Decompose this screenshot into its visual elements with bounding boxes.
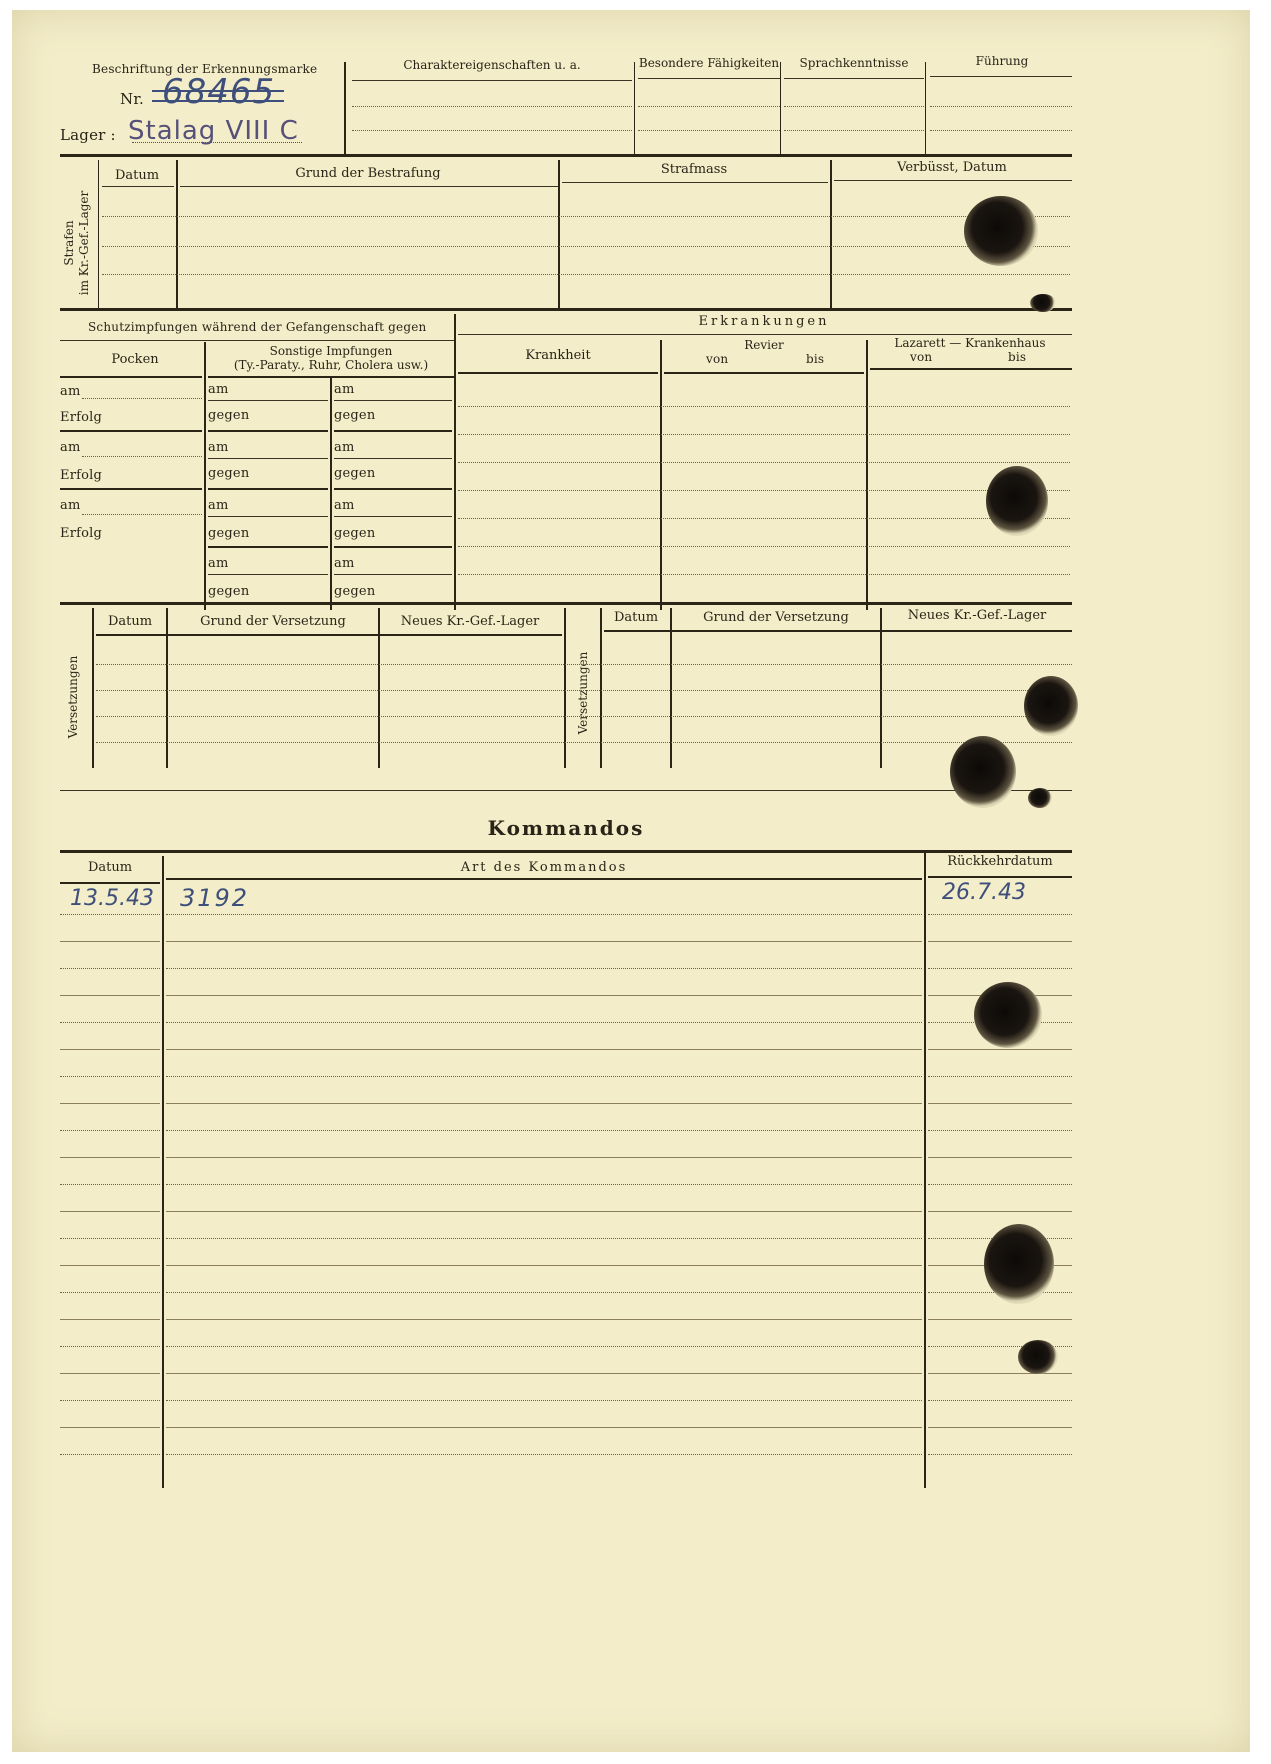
kommandos-row-line	[60, 1346, 160, 1347]
other-rr-1b	[334, 430, 452, 432]
kommandos-row-line	[928, 914, 1072, 915]
illness-v2	[866, 340, 868, 610]
punch-hole	[1030, 294, 1056, 312]
other-am-3b: am	[334, 498, 355, 513]
kommandos-row-line	[166, 1292, 922, 1293]
kommandos-col-type: Art des Kommandos	[460, 860, 628, 875]
skills-divider	[634, 62, 635, 154]
kommandos-row-line	[166, 1049, 922, 1050]
transfer-side-label-1: Versetzungen	[66, 655, 80, 739]
kommandos-row-line	[928, 1184, 1072, 1185]
transfer-v5	[600, 608, 602, 768]
illness-col-illness: Krankheit	[525, 348, 591, 363]
transfer-v2	[166, 608, 168, 768]
kommandos-row-line	[60, 1400, 160, 1401]
other-rr-2b	[334, 488, 452, 490]
col-conduct: Führung	[975, 54, 1029, 68]
illness-head-rule-3	[870, 368, 1072, 370]
lager-value: Stalag VIII C	[128, 116, 299, 146]
kommandos-row-line	[60, 1319, 160, 1320]
illness-col-revier: Revier	[744, 338, 784, 352]
k-head-rule-3	[928, 876, 1072, 878]
transfer-v3	[378, 608, 380, 768]
kommandos-row-line	[60, 941, 160, 942]
kommandos-row-line	[166, 1265, 922, 1266]
kommandos-row-line	[928, 1049, 1072, 1050]
other-r-1a	[208, 400, 328, 401]
transfer-v4	[564, 608, 566, 768]
kommandos-row-line	[60, 1103, 160, 1104]
vacc-v2	[330, 378, 332, 610]
other-am-1b: am	[334, 382, 355, 397]
other-gegen-4a: gegen	[208, 584, 250, 599]
kommandos-row-line	[166, 1400, 922, 1401]
skills-dot-1	[638, 106, 780, 107]
kommandos-row-line	[60, 968, 160, 969]
char-dot-2	[352, 130, 632, 131]
punch-hole	[1018, 1340, 1058, 1374]
char-dot-1	[352, 106, 632, 107]
kommandos-row-line	[166, 1076, 922, 1077]
kommandos-row-line	[928, 1130, 1072, 1131]
kommandos-row-line	[928, 968, 1072, 969]
transfer-head-rule-2	[604, 630, 1072, 632]
punish-v3	[558, 160, 560, 308]
punish-top-rule	[60, 154, 1072, 157]
kommandos-row-line	[928, 1454, 1072, 1455]
tag-label: Beschriftung der Erkennungsmarke	[92, 62, 318, 76]
kommandos-row-line	[928, 941, 1072, 942]
kommandos-v2	[924, 852, 926, 1488]
illness-dot-7	[458, 574, 1070, 575]
punish-side-2: im Kr.-Gef.-Lager	[77, 190, 91, 296]
punish-col-reason: Grund der Bestrafung	[295, 166, 441, 181]
kommandos-row-line	[60, 1130, 160, 1131]
kommandos-row-line	[60, 1076, 160, 1077]
transfer-dot-1	[96, 664, 1072, 665]
illness-v1	[660, 340, 662, 610]
other-r-4a	[208, 574, 328, 575]
vacc-other-2: (Ty.-Paraty., Ruhr, Cholera usw.)	[233, 358, 429, 372]
illness-dot-1	[458, 406, 1070, 407]
other-rr-3b	[334, 546, 452, 548]
kommandos-row-line	[166, 1373, 922, 1374]
lang-rule	[784, 78, 924, 79]
transfer-col-camp-2: Neues Kr.-Gef.-Lager	[907, 608, 1047, 623]
transfer-col-date-1: Datum	[107, 614, 153, 629]
punish-v4	[830, 160, 832, 308]
other-r-4b	[334, 574, 452, 575]
nr-strike	[152, 90, 284, 102]
kommandos-row-line	[166, 1238, 922, 1239]
skills-rule	[638, 78, 780, 79]
vacc-col-pox: Pocken	[111, 352, 159, 367]
kommandos-row-line	[60, 1373, 160, 1374]
kommandos-title: Kommandos	[487, 816, 645, 840]
other-am-4b: am	[334, 556, 355, 571]
punish-served-rule	[834, 180, 1072, 181]
other-am-1a: am	[208, 382, 229, 397]
transfer-dot-2	[96, 690, 1072, 691]
pox-erfolg-1: Erfolg	[60, 410, 103, 425]
kommandos-row-line	[166, 1103, 922, 1104]
punch-hole	[1024, 676, 1078, 736]
kommandos-row-line	[928, 1211, 1072, 1212]
kommandos-row-line	[166, 1211, 922, 1212]
illness-dot-5	[458, 518, 1070, 519]
vacc-top-rule	[60, 308, 1072, 311]
other-gegen-3a: gegen	[208, 526, 250, 541]
transfer-col-date-2: Datum	[613, 610, 659, 625]
other-rr-3a	[208, 546, 328, 548]
transfer-v7	[880, 608, 882, 768]
col-character: Charaktereigenschaften u. a.	[403, 58, 581, 72]
transfer-col-camp-1: Neues Kr.-Gef.-Lager	[400, 614, 540, 629]
kommandos-row-line	[928, 1319, 1072, 1320]
kommandos-row-line	[60, 1427, 160, 1428]
lang-divider	[780, 62, 781, 154]
vacc-other-1: Sonstige Impfungen	[269, 344, 393, 358]
lang-dot-1	[784, 106, 924, 107]
transfer-side-label-2: Versetzungen	[576, 651, 590, 735]
other-r-1b	[334, 400, 452, 401]
kommandos-row-line	[166, 1319, 922, 1320]
col-languages: Sprachkenntnisse	[799, 56, 909, 70]
kommandos-row-line	[166, 1130, 922, 1131]
illness-dot-3	[458, 462, 1070, 463]
kommandos-row-line	[166, 1184, 922, 1185]
lager-label: Lager :	[60, 126, 116, 144]
char-rule	[352, 80, 632, 81]
conduct-dot-1	[930, 106, 1072, 107]
punish-date-rule	[102, 186, 174, 187]
kommandos-row-line	[928, 1400, 1072, 1401]
conduct-divider	[925, 62, 926, 154]
kommandos-row-line	[60, 1238, 160, 1239]
punish-v2	[176, 160, 178, 308]
kommandos-col-return: Rückkehrdatum	[947, 854, 1053, 869]
illness-head-rule-2	[664, 372, 864, 374]
other-gegen-2b: gegen	[334, 466, 376, 481]
nr-value: 68465	[162, 72, 276, 112]
punish-col-measure: Strafmass	[660, 162, 728, 177]
punch-hole	[984, 1224, 1054, 1304]
kommandos-row-line	[166, 968, 922, 969]
kommandos-row-line	[928, 1427, 1072, 1428]
lang-dot-2	[784, 130, 924, 131]
illness-dot-2	[458, 434, 1070, 435]
punish-measure-rule	[562, 182, 828, 183]
other-gegen-3b: gegen	[334, 526, 376, 541]
other-am-3a: am	[208, 498, 229, 513]
other-gegen-2a: gegen	[208, 466, 250, 481]
kommandos-row-line	[166, 995, 922, 996]
k-head-rule-2	[166, 878, 922, 880]
transfer-head-rule-1	[96, 634, 562, 636]
punch-hole	[964, 196, 1038, 266]
kommandos-row-line	[928, 1373, 1072, 1374]
transfer-col-reason-2: Grund der Versetzung	[703, 610, 849, 625]
kommandos-row-line	[928, 1157, 1072, 1158]
k-entry-return: 26.7.43	[942, 880, 1026, 905]
kommandos-row-line	[928, 1103, 1072, 1104]
kommandos-v1	[162, 856, 164, 1488]
vacc-title: Schutzimpfungen während der Gefangenschaft gegen	[88, 320, 427, 334]
kommandos-row-line	[60, 1022, 160, 1023]
revier-bis: bis	[806, 352, 825, 366]
vacc-v1	[204, 342, 206, 610]
other-gegen-4b: gegen	[334, 584, 376, 599]
pox-am-3: am	[60, 498, 81, 513]
kommandos-row-line	[166, 1427, 922, 1428]
skills-dot-2	[638, 130, 780, 131]
illness-col-lazarett: Lazarett — Krankenhaus	[894, 336, 1046, 350]
punch-hole	[974, 982, 1042, 1048]
kommandos-row-line	[60, 1265, 160, 1266]
other-am-2b: am	[334, 440, 355, 455]
other-am-4a: am	[208, 556, 229, 571]
kommandos-row-line	[60, 1157, 160, 1158]
transfer-top-rule	[60, 602, 1072, 605]
kommandos-row-line	[166, 1022, 922, 1023]
illness-head-rule-1	[458, 372, 658, 374]
punish-side-label	[62, 168, 92, 318]
lazarett-bis: bis	[1008, 350, 1027, 364]
other-gegen-1b: gegen	[334, 408, 376, 423]
punish-col-served: Verbüsst, Datum	[897, 160, 1007, 175]
other-gegen-1a: gegen	[208, 408, 250, 423]
pox-erfolg-3: Erfolg	[60, 526, 103, 541]
kommandos-top-rule	[60, 850, 1072, 853]
other-r-2a	[208, 458, 328, 459]
kommandos-row-line	[60, 914, 160, 915]
punch-hole	[1028, 788, 1052, 808]
nr-label: Nr.	[120, 90, 145, 108]
pox-rule-1	[60, 430, 202, 432]
other-rr-1a	[208, 430, 328, 432]
transfer-v6	[670, 608, 672, 768]
other-am-2a: am	[208, 440, 229, 455]
punish-reason-rule	[180, 186, 558, 187]
kommandos-row-line	[166, 1157, 922, 1158]
transfer-v1	[92, 608, 94, 768]
vacc-pox-rule	[60, 376, 202, 378]
punch-hole	[986, 466, 1048, 536]
kommandos-row-line	[166, 1346, 922, 1347]
punish-dot-3	[102, 274, 1070, 275]
punish-v1	[98, 160, 99, 308]
illness-dot-6	[458, 546, 1070, 547]
punish-col-date: Datum	[114, 168, 160, 183]
other-rr-2a	[208, 488, 328, 490]
vacc-col-other	[208, 344, 454, 372]
kommandos-row-line	[166, 941, 922, 942]
conduct-dot-2	[930, 130, 1072, 131]
conduct-rule	[930, 76, 1072, 77]
transfer-col-reason-1: Grund der Versetzung	[200, 614, 346, 629]
kommandos-row-line	[60, 1049, 160, 1050]
kommandos-row-line	[166, 1454, 922, 1455]
col-skills: Besondere Fähigkeiten	[638, 56, 780, 70]
header-divider	[344, 62, 346, 154]
pox-dot-1	[82, 398, 202, 399]
kommandos-row-line	[60, 1292, 160, 1293]
pox-dot-2	[82, 456, 202, 457]
pox-rule-2	[60, 488, 202, 490]
punch-hole	[950, 736, 1016, 808]
k-entry-date: 13.5.43	[70, 886, 154, 911]
kommandos-row-line	[166, 914, 922, 915]
kommandos-row-line	[60, 1211, 160, 1212]
kommandos-row-line	[60, 1184, 160, 1185]
other-r-3a	[208, 516, 328, 517]
vacc-title-rule	[60, 340, 454, 341]
other-r-2b	[334, 458, 452, 459]
pox-erfolg-2: Erfolg	[60, 468, 103, 483]
pow-record-card	[12, 10, 1250, 1752]
transfer-dot-4	[96, 742, 1072, 743]
pox-am-2: am	[60, 440, 81, 455]
kommandos-col-date: Datum	[87, 860, 133, 875]
punish-dot-2	[102, 246, 1070, 247]
other-r-3b	[334, 516, 452, 517]
pox-dot-3	[82, 514, 202, 515]
kommandos-row-line	[60, 1454, 160, 1455]
illness-title-rule	[458, 334, 1072, 335]
revier-von: von	[706, 352, 729, 366]
pox-am-1: am	[60, 384, 81, 399]
lager-line	[132, 142, 302, 143]
vacc-v3	[454, 314, 456, 610]
punish-side-1: Strafen	[62, 220, 76, 266]
transfer-bottom-rule	[60, 790, 1072, 791]
k-head-rule-1	[60, 882, 160, 884]
kommandos-row-line	[928, 1076, 1072, 1077]
lazarett-von: von	[910, 350, 933, 364]
k-entry-type: 3192	[180, 884, 250, 912]
transfer-dot-3	[96, 716, 1072, 717]
punish-dot-1	[102, 216, 1070, 217]
illness-title: Erkrankungen	[698, 314, 830, 329]
illness-dot-4	[458, 490, 1070, 491]
kommandos-row-line	[60, 995, 160, 996]
